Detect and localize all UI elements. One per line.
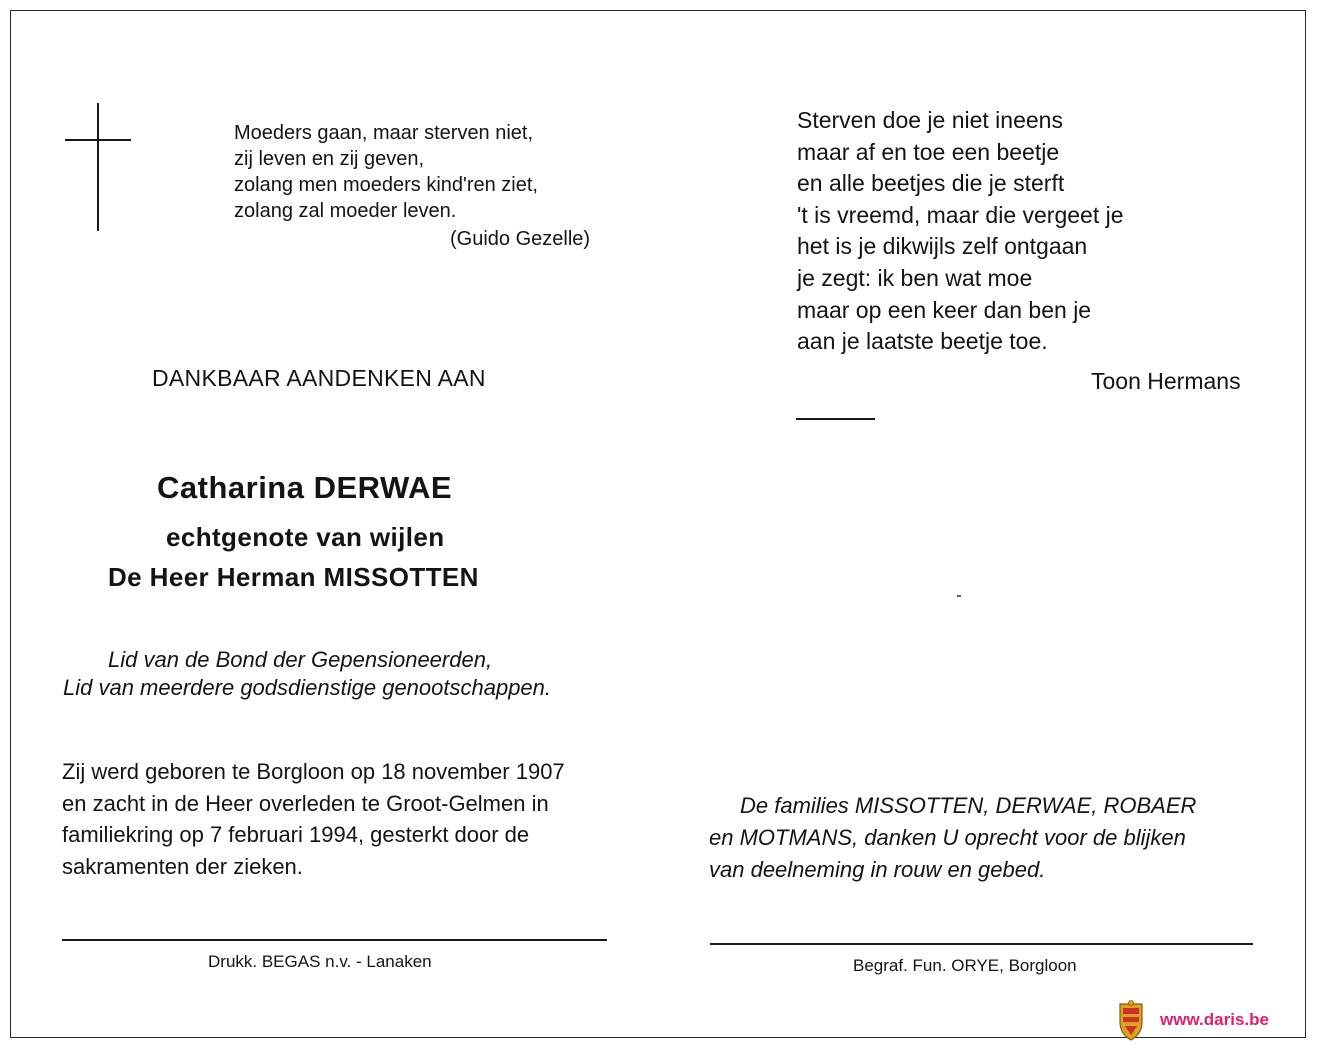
biography-line: sakramenten der zieken. (62, 853, 303, 879)
short-divider (796, 418, 875, 420)
family-thanks (709, 790, 1196, 886)
printer-credit: Drukk. BEGAS n.v. - Lanaken (208, 952, 432, 971)
biography-line: en zacht in de Heer overleden te Groot-Gelmen in (62, 790, 549, 816)
thanks-line: De families MISSOTTEN, DERWAE, ROBAER (740, 793, 1197, 818)
funeral-home-credit: Begraf. Fun. ORYE, Borgloon (853, 956, 1077, 975)
coat-of-arms-logo[interactable] (1117, 1000, 1145, 1042)
spouse-line-1: echtgenote van wijlen (166, 522, 445, 552)
dedication-heading: DANKBAAR AANDENKEN AAN (152, 365, 486, 391)
right-poem-line: en alle beetjes die je sterft (797, 170, 1065, 197)
right-poem-line: Sterven doe je niet ineens (797, 107, 1063, 133)
biography-line: Zij werd geboren te Borgloon op 18 november 1907 (62, 759, 565, 784)
right-divider (710, 943, 1253, 945)
right-poem (797, 105, 1124, 358)
right-poem-line: aan je laatste beetje toe. (797, 328, 1048, 355)
spouse-line-2: De Heer Herman MISSOTTEN (108, 562, 479, 592)
left-poem-line: zolang men moeders kind'ren ziet, (234, 174, 538, 196)
right-poem-author: Toon Hermans (1091, 368, 1241, 394)
left-poem-line: zij leven en zij geven, (234, 148, 425, 170)
left-poem-author: (Guido Gezelle) (450, 228, 591, 250)
membership-line-1: Lid van de Bond der Gepensioneerden, (108, 647, 493, 672)
left-divider (62, 939, 607, 941)
thanks-line: van deelneming in rouw en gebed. (709, 857, 1046, 882)
right-poem-line: het is je dikwijls zelf ontgaan (797, 233, 1088, 260)
watermark-link[interactable]: www.daris.be (1160, 1010, 1269, 1029)
thanks-line: en MOTMANS, danken U oprecht voor de blijken (709, 825, 1186, 850)
deceased-name: Catharina DERWAE (157, 470, 453, 505)
left-poem (234, 120, 538, 224)
left-poem-line: zolang zal moeder leven. (234, 200, 457, 222)
left-poem-line: Moeders gaan, maar sterven niet, (234, 122, 534, 144)
print-speck (957, 595, 961, 597)
right-poem-line: maar op een keer dan ben je (797, 296, 1092, 323)
biography-line: familiekring op 7 februari 1994, gesterkt door de (62, 822, 530, 847)
right-poem-line: maar af en toe een beetje (797, 138, 1060, 165)
right-poem-line: je zegt: ik ben wat moe (797, 264, 1033, 291)
biography (62, 756, 565, 882)
right-poem-line: 't is vreemd, maar die vergeet je (797, 201, 1124, 228)
membership-line-2: Lid van meerdere godsdienstige genootschappen. (63, 675, 552, 700)
